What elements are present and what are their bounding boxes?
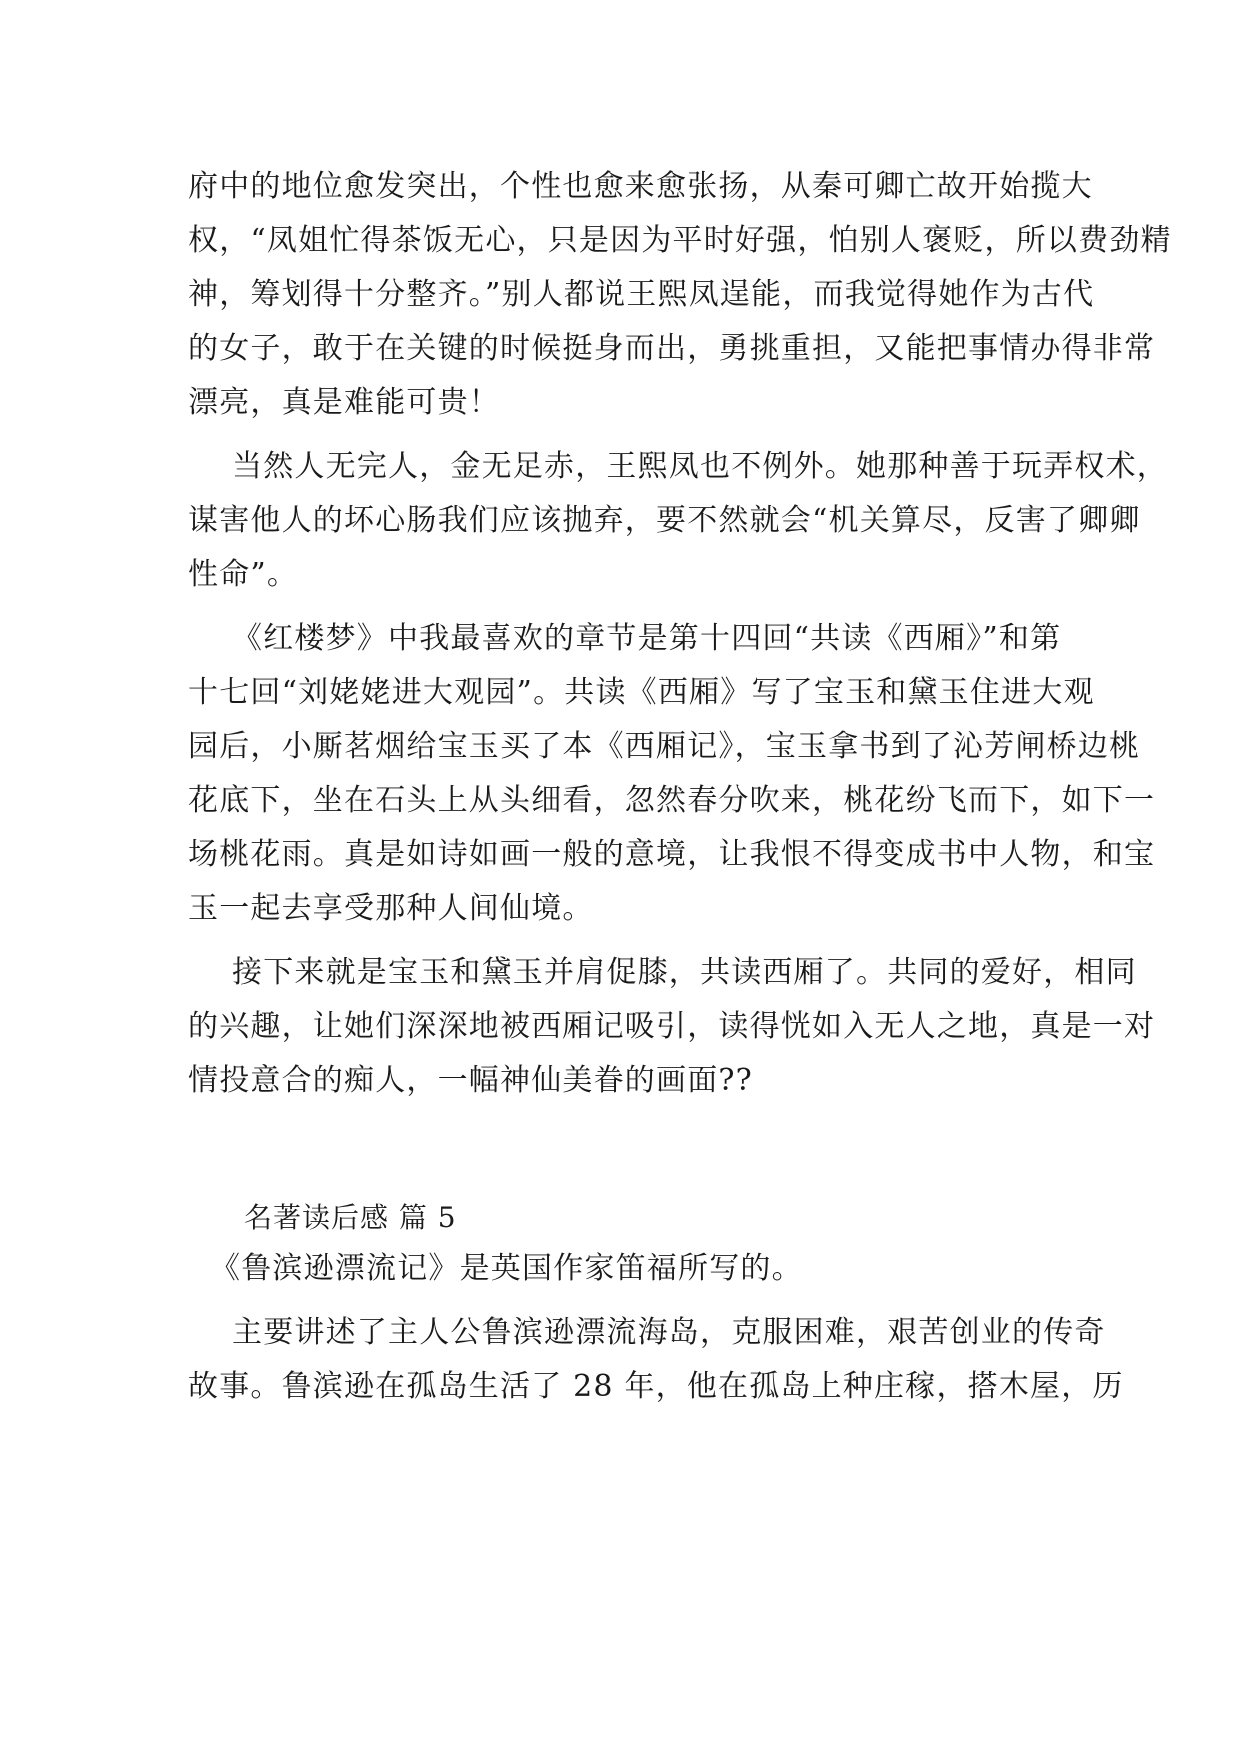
paragraph-5: [188, 1242, 1056, 1296]
paragraph-6: [188, 1306, 1124, 1414]
text-line: 主要讲述了主人公鲁滨逊漂流海岛，克服困难，艰苦创业的传奇: [232, 1315, 1106, 1350]
text-line: 权，“凤姐忙得茶饭无心，只是因为平时好强，怕别人褒贬，所以费劲精: [188, 223, 1172, 258]
paragraph-4: [188, 946, 1156, 1108]
text-line: 接下来就是宝玉和黛玉并肩促膝，共读西厢了。共同的爱好，相同: [232, 955, 1137, 990]
text-line: 玉一起去享受那种人间仙境。: [188, 891, 594, 926]
text-line: 的女子，敢于在关键的时候挺身而出，勇挑重担，又能把事情办得非常: [188, 331, 1156, 366]
text-line: 当然人无完人，金无足赤，王熙凤也不例外。她那种善于玩弄权术，: [232, 449, 1168, 484]
text-line: 《红楼梦》中我最喜欢的章节是第十四回“共读《西厢》”和第: [232, 621, 1062, 656]
text-line: 情投意合的痴人，一幅神仙美眷的画面??: [188, 1063, 753, 1098]
text-line: 场桃花雨。真是如诗如画一般的意境，让我恨不得变成书中人物，和宝: [188, 837, 1156, 872]
text-line: 府中的地位愈发突出，个性也愈来愈张扬，从秦可卿亡故开始揽大: [188, 169, 1093, 204]
paragraph-1: [188, 160, 1172, 430]
text-line: 谋害他人的坏心肠我们应该抛弃，要不然就会“机关算尽，反害了卿卿: [188, 503, 1141, 538]
text-line: 性命”。: [188, 557, 299, 592]
paragraph-3: [188, 612, 1156, 936]
text-line: 十七回“刘姥姥进大观园”。共读《西厢》写了宝玉和黛玉住进大观: [188, 675, 1095, 710]
text-line: 的兴趣，让她们深深地被西厢记吸引，读得恍如入无人之地，真是一对: [188, 1009, 1156, 1044]
text-line: 《鲁滨逊漂流记》是英国作家笛福所写的。: [210, 1251, 803, 1286]
document-body: [188, 160, 1172, 1414]
section-heading: 名著读后感 篇 5: [244, 1201, 457, 1234]
text-line: 神，筹划得十分整齐。”别人都说王熙凤逞能，而我觉得她作为古代: [188, 277, 1095, 312]
text-line: 故事。鲁滨逊在孤岛生活了 28 年，他在孤岛上种庄稼，搭木屋，历: [188, 1369, 1124, 1404]
paragraph-2: [188, 440, 1168, 602]
text-line: 花底下，坐在石头上从头细看，忽然春分吹来，桃花纷飞而下，如下一: [188, 783, 1156, 818]
text-line: 漂亮，真是难能可贵！: [188, 385, 500, 420]
text-line: 园后，小厮茗烟给宝玉买了本《西厢记》，宝玉拿书到了沁芳闸桥边桃: [188, 729, 1141, 764]
